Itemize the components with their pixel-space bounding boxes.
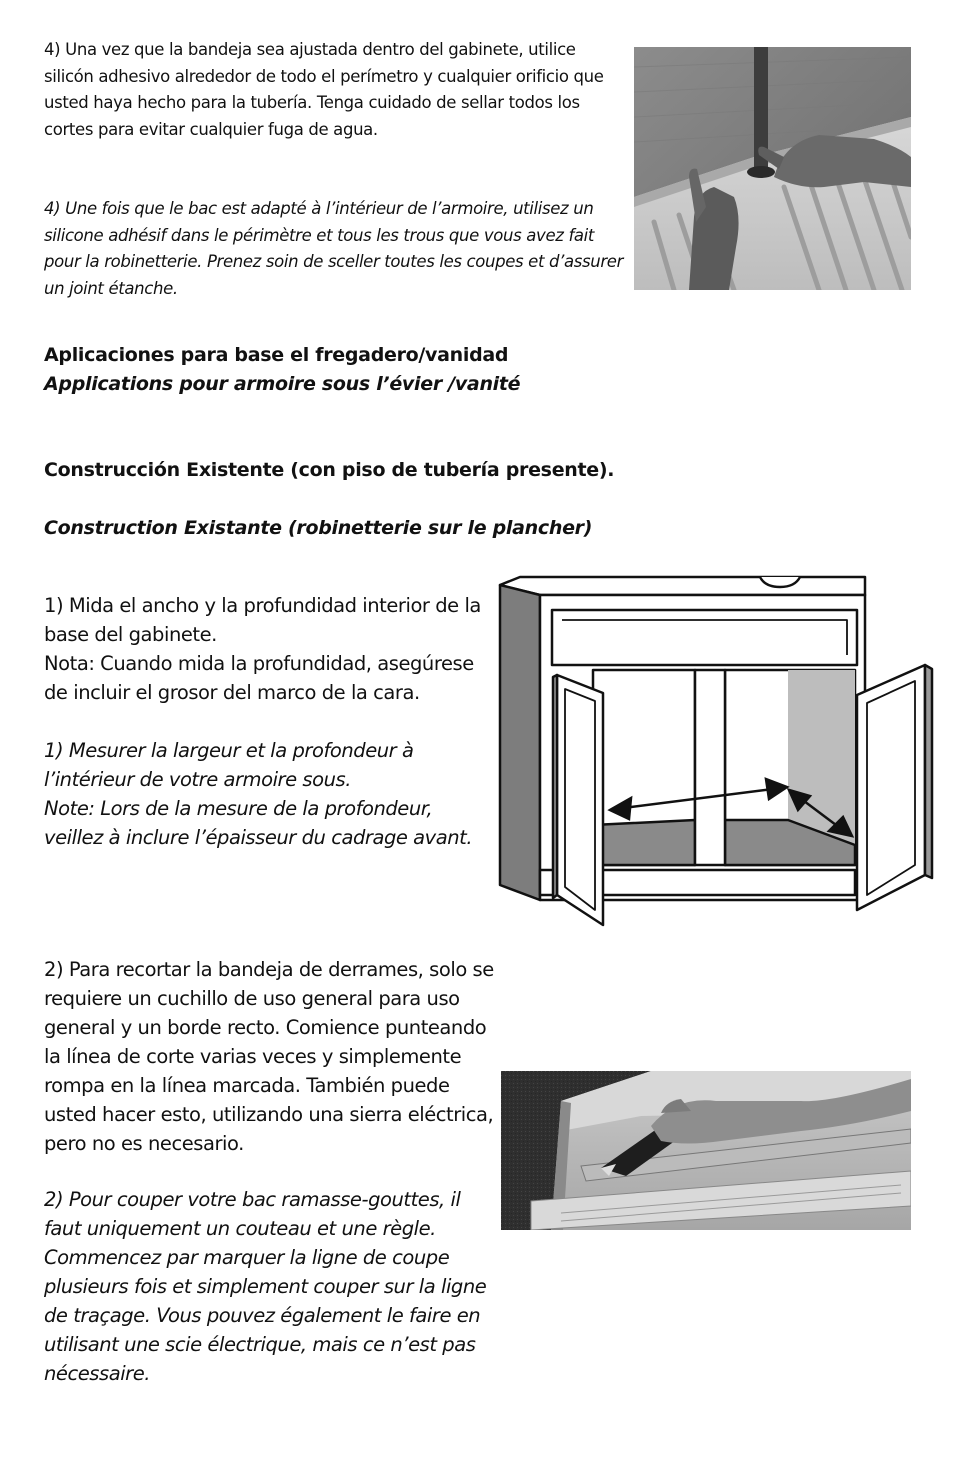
cabinet-measurement-diagram bbox=[495, 565, 940, 935]
heading-applications-es: Aplicaciones para base el fregadero/vanidad bbox=[44, 344, 509, 366]
step1-es-note: Nota: Cuando mida la profundidad, asegúrese de incluir el grosor del marco de la cara. bbox=[44, 652, 474, 704]
step4-text-es: 4) Una vez que la bandeja sea ajustada dentro del gabinete, utilice silicón adhesivo alrededor de todo el perímetro y cualquier orificio que usted haya hecho para la tubería. Tenga cuidado de sellar todos los cortes para evitar cualquier fuga de agua. bbox=[44, 40, 604, 139]
step2-text-es: 2) Para recortar la bandeja de derrames, solo se requiere un cuchillo de uso general para uso general y un borde recto. Comience punteando la línea de corte varias veces y simplemente rompa en la línea marcada. También puede usted hacer esto, utilizando una sierra eléctrica, pero no es necesario. bbox=[44, 958, 494, 1155]
heading-construction-fr: Construction Existante (robinetterie sur le plancher) bbox=[44, 517, 593, 539]
photo-sealing-tray bbox=[634, 47, 911, 290]
step1-text bbox=[44, 591, 486, 852]
step2-text-fr: 2) Pour couper votre bac ramasse-gouttes, il faut uniquement un couteau et une règle. Commencez par marquer la ligne de coupe plusieurs fois et simplement couper sur la ligne de traçage. Vous pouvez également le faire en utilisant une scie électrique, mais ce n’est pas nécessaire. bbox=[44, 1188, 487, 1385]
step1-fr-measure: 1) Mesurer la largeur et la profondeur à l’intérieur de votre armoire sous. bbox=[44, 739, 414, 791]
step4-text-fr: 4) Une fois que le bac est adapté à l’intérieur de l’armoire, utilisez un silicone adhésif dans le périmètre et tous les trous que vous avez fait pour la robinetterie. Prenez soin de sceller toutes les coupes et d’assurer un joint étanche. bbox=[44, 199, 624, 298]
photo-cutting-tray bbox=[501, 1071, 911, 1230]
heading-applications-fr: Applications pour armoire sous l’évier /vanité bbox=[44, 373, 521, 395]
step1-es-measure: 1) Mida el ancho y la profundidad interior de la base del gabinete. bbox=[44, 594, 481, 646]
step1-fr-note: Note: Lors de la mesure de la profondeur, veillez à inclure l’épaisseur du cadrage avant. bbox=[44, 797, 473, 849]
heading-construction-es: Construcción Existente (con piso de tubería presente). bbox=[44, 459, 615, 481]
